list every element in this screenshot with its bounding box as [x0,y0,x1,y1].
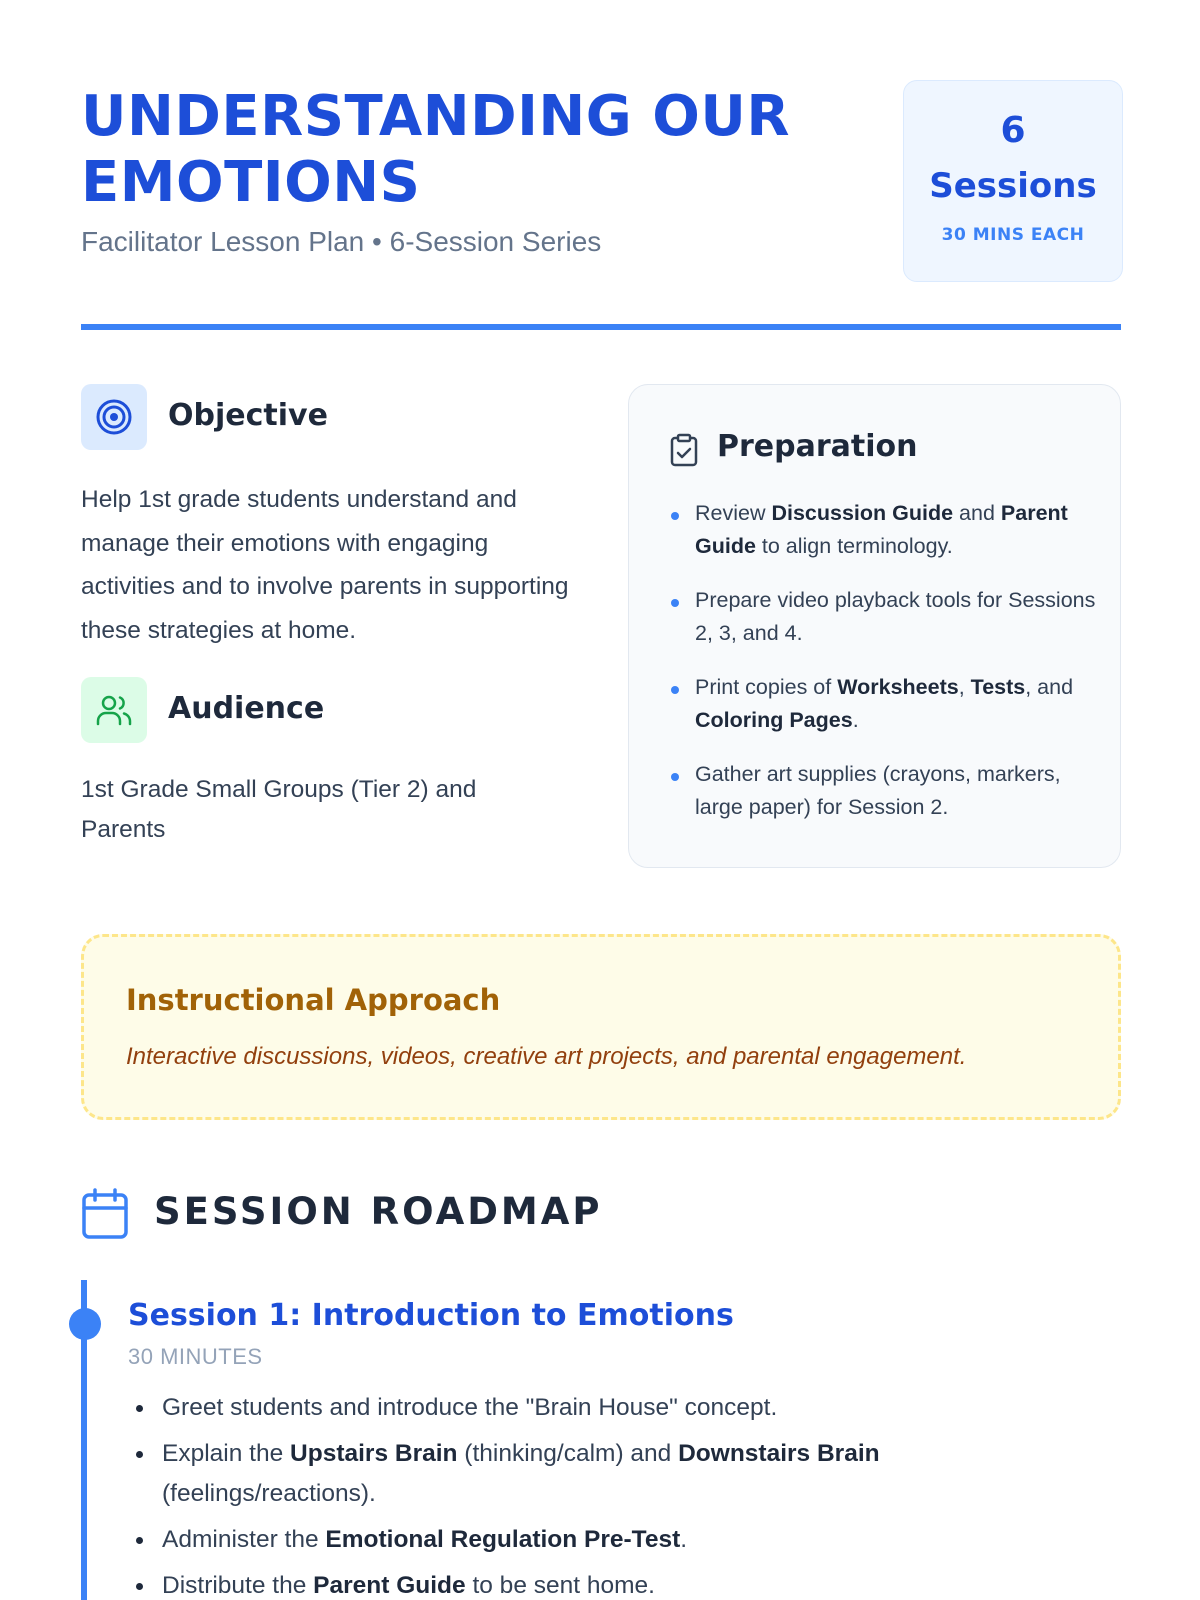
preparation-list [669,497,1099,845]
session-duration: 30 MINUTES [128,1344,263,1369]
page-subtitle: Facilitator Lesson Plan • 6-Session Series [81,226,602,257]
session-title: Session 1: Introduction to Emotions [128,1298,734,1333]
audience-text: 1st Grade Small Groups (Tier 2) and Parents [81,776,477,843]
objective-icon-tile [81,384,147,450]
sessions-label: Sessions [929,166,1097,206]
timeline-dot [69,1308,101,1340]
users-icon [94,690,134,730]
list-item: Print copies of Worksheets, Tests, and Coloring Pages. [669,671,1099,737]
header [81,80,1121,330]
sessions-count: 6 [1000,110,1026,151]
clipboard-check-icon [669,433,699,467]
list-item: Distribute the Parent Guide to be sent home. [128,1566,978,1600]
page-title [81,84,841,216]
list-item: Explain the Upstairs Brain (thinking/calm) and Downstairs Brain (feelings/reactions). [128,1434,978,1514]
target-icon [94,397,134,437]
approach-text: Interactive discussions, videos, creative art projects, and parental engagement. [126,1043,967,1070]
list-item: Prepare video playback tools for Sessions 2, 3, and 4. [669,584,1099,650]
preparation-card [628,384,1121,868]
objective-text: Help 1st grade students understand and manage their emotions with engaging activities and to involve parents in supporting these strategies at home. [81,486,569,644]
sessions-card [903,80,1123,282]
page-title-line-2: EMOTIONS [81,150,421,215]
approach-heading: Instructional Approach [126,983,501,1017]
list-item: Greet students and introduce the "Brain House" concept. [128,1388,978,1428]
list-item: Review Discussion Guide and Parent Guide to align terminology. [669,497,1099,563]
list-item: Gather art supplies (crayons, markers, large paper) for Session 2. [669,758,1099,824]
preparation-heading: Preparation [717,429,918,464]
header-divider [81,324,1121,330]
audience-heading: Audience [168,691,325,726]
session-activity-list [128,1388,978,1600]
page-title-line-1: UNDERSTANDING OUR [81,84,790,149]
audience-icon-tile [81,677,147,743]
instructional-approach-callout [81,934,1121,1120]
sessions-duration: 30 MINS EACH [941,225,1085,245]
calendar-icon [81,1188,129,1240]
objective-heading: Objective [168,398,328,433]
roadmap-heading: SESSION ROADMAP [154,1190,603,1233]
list-item: Administer the Emotional Regulation Pre-Test. [128,1520,978,1560]
